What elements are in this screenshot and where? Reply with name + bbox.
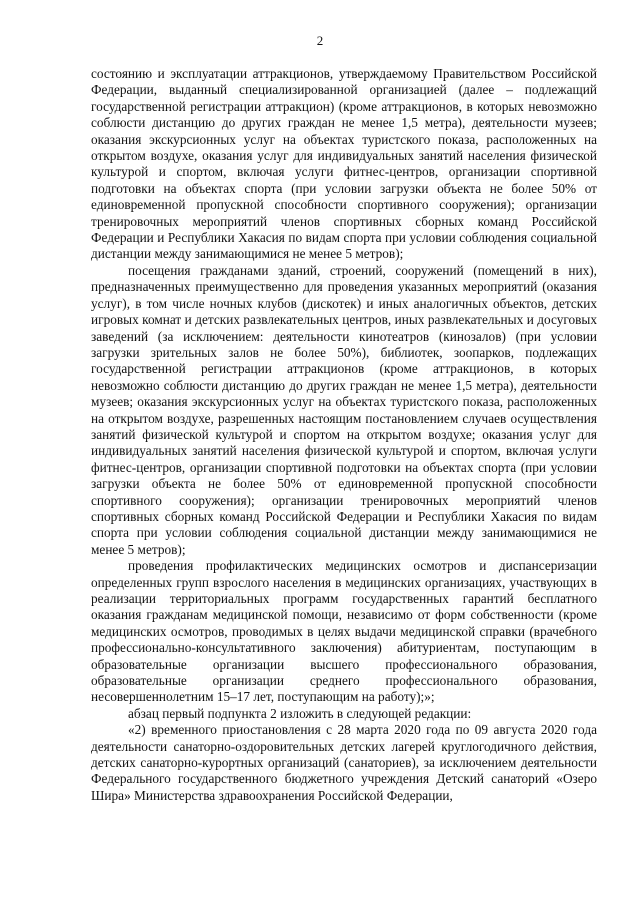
paragraph-building-visits: посещения гражданами зданий, строений, сооружений (помещений в них), предназначенных преимущественно для проведения указанных мероприятий (оказания услуг), в том числе ночных клубов (дискотек) и иных аналогичных объектов, детских игровых комнат и детских развлекательных центров, иных развлекательных и досуговых заведений (за исключением: деятельности кинотеатров (кинозалов) (при условии загрузки зрительных залов не более 50%), библиотек, зоопарков, подлежащих государственной регистрации аттракционов (кроме аттракционов, в которых невозможно соблюсти дистанцию до других граждан не менее 1,5 метра), деятельности музеев; оказания экскурсионных услуг на объектах туристского показа, расположенных на открытом воздухе, разрешенных настоящим постановлением случаев осуществления занятий физической культурой и спортом на открытом воздухе; оказания услуг для индивидуальных занятий населения физической культурой и спортом, включая услуги фитнес-центров, организации спортивной подготовки на объектах спорта (при условии загрузки объекта не более 50% от единовременной пропускной способности спортивного сооружения); организации тренировочных мероприятий членов спортивных сборных команд Российской Федерации и Республики Хакасия по видам спорта при условии соблюдения социальной дистанции между занимающимися не менее 5 метров); — [91, 262, 597, 557]
paragraph-amendment-instruction: абзац первый подпункта 2 изложить в следующей редакции: — [128, 705, 472, 721]
paragraph-medical-examinations: проведения профилактических медицинских осмотров и диспансеризации определенных групп взрослого населения в медицинских организациях, участвующих в реализации территориальных программ государственных гарантий бесплатного оказания гражданам медицинской помощи, независимо от форм собственности (кроме медицинских осмотров, проводимых в целях выдачи медицинской справки (врачебного профессионально-консультативного заключения) абитуриентам, поступающим в образовательные организации высшего профессионального образования, образовательные организации среднего профессионального образования, несовершеннолетним 15–17 лет, поступающим на работу);»; — [91, 558, 597, 705]
document-body — [91, 66, 597, 804]
paragraph-sanatorium-suspension: «2) временного приостановления с 28 марта 2020 года по 09 августа 2020 года деятельности санаторно-оздоровительных детских лагерей круглогодичного действия, детских санаторно-курортных организаций (санаториев), за исключением деятельности Федерального государственного бюджетного учреждения Детский санаторий «Озеро Шира» Министерства здравоохранения Российской Федерации, — [91, 722, 597, 803]
page-number: 2 — [316, 33, 324, 48]
paragraph-attractions-continuation: состоянию и эксплуатации аттракционов, утверждаемому Правительством Российской Федерации, выданный специализированной организацией (далее – подлежащий государственной регистрации аттракцион) (кроме аттракционов, в которых невозможно соблюсти дистанцию до других граждан не менее 1,5 метра), деятельности музеев; оказания экскурсионных услуг на объектах туристского показа, расположенных на открытом воздухе, оказания услуг для индивидуальных занятий населения физической культурой и спортом, включая услуги фитнес-центров, организации спортивной подготовки на объектах спорта (при условии загрузки объекта не более 50% от единовременной пропускной способности спортивного сооружения); организации тренировочных мероприятий членов спортивных сборных команд Российской Федерации и Республики Хакасия по видам спорта при условии соблюдения социальной дистанции между занимающимися не менее 5 метров); — [91, 66, 597, 262]
